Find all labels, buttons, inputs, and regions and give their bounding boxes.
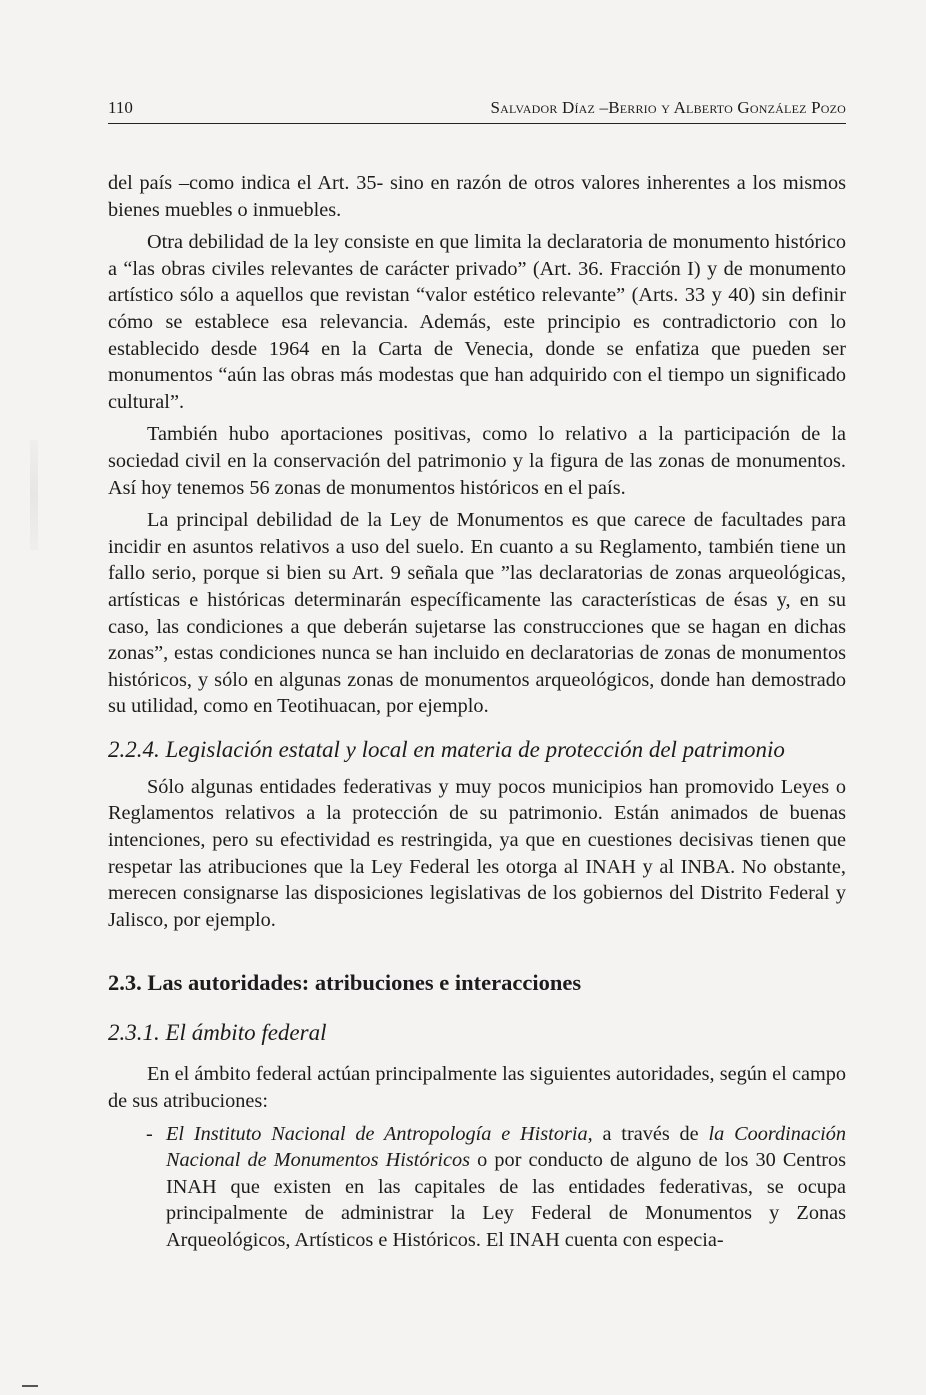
running-header (108, 98, 846, 118)
institution-name: El Instituto Nacional de Antropología e Historia (166, 1122, 588, 1145)
list-item (108, 1121, 846, 1254)
list-text: o por conducto de alguno de los 30 Centros INAH que existen en las capitales de las entidades federativas, se ocupa principalmente de administrar la Ley Federal de Monumentos y Zonas Arqueológicos, Artísticos e Históricos. El INAH cuenta con especia- (166, 1149, 846, 1251)
authority-list (108, 1121, 846, 1254)
scan-mark (22, 1385, 38, 1387)
page-number: 110 (108, 98, 133, 117)
page-shadow-mark (30, 440, 38, 550)
paragraph: La principal debilidad de la Ley de Monumentos es que carece de facultades para incidir en asuntos relativos a uso del suelo. En cuanto a su Reglamento, también tiene un fallo serio, porque si bien su Art. 9 señala que ”las declaratorias de zonas arqueológicas, artísticas e históricas determinarán específicamente las características de ésas y, en su caso, las condiciones a que deberán sujetarse las construcciones que se hagan en dichas zonas”, estas condiciones nunca se han incluido en declaratorias de zonas de monumentos históricos, y sólo en algunas zonas de monumentos arqueológicos, donde han demostrado su utilidad, como en Teotihuacan, por ejemplo. (108, 509, 846, 718)
list-text: , a través de (587, 1122, 709, 1145)
paragraph-continued: del país –como indica el Art. 35- sino en razón de otros valores inherentes a los mismos bienes muebles o inmuebles. (108, 172, 846, 221)
paragraph: Otra debilidad de la ley consiste en que limita la declaratoria de monumento histórico a “las obras civiles relevantes de carácter privado” (Art. 36. Fracción I) y de monumento artístico sólo a aquellos que revistan “valor estético relevante” (Arts. 33 y 40) sin definir cómo se establece esa relevancia. Además, este principio es contradictorio con lo establecido desde 1964 en la Carta de Venecia, donde se enfatiza que pueden ser monumentos “aún las obras más modestas que han adquirido con el tiempo un significado cultural”. (108, 231, 846, 413)
subsection-heading-2-2-4: 2.2.4. Legislación estatal y local en materia de protección del patrimonio (108, 736, 785, 762)
subsection-heading-2-3-1: 2.3.1. El ámbito federal (108, 1020, 327, 1046)
list-dash: - (146, 1122, 153, 1145)
paragraph: También hubo aportaciones positivas, como lo relativo a la participación de la sociedad civil en la conservación del patrimonio y la figura de las zonas de monumentos. Así hoy tenemos 56 zonas de monumentos históricos en el país. (108, 423, 846, 499)
paragraph: Sólo algunas entidades federativas y muy pocos municipios han promovido Leyes o Reglamentos relativos a la protección de su patrimonio. Están animados de buenas intenciones, pero su efectividad es restringida, ya que en cuestiones decisivas tienen que respetar las atribuciones que la Ley Federal les otorga al INAH y al INBA. No obstante, merecen consignarse las disposiciones legislativas de los gobiernos del Distrito Federal y Jalisco, por ejemplo. (108, 775, 846, 931)
paragraph: En el ámbito federal actúan principalmente las siguientes autoridades, según el campo de sus atribuciones: (108, 1063, 846, 1113)
coordination-name: la Coordinación Nacional de Monumentos Históricos (166, 1122, 846, 1172)
section-heading-2-3: 2.3. Las autoridades: atribuciones e interacciones (108, 970, 582, 996)
header-rule (108, 123, 846, 124)
page-body (108, 170, 846, 1254)
running-header-authors: Salvador Díaz –Berrio y Alberto González Pozo (490, 98, 846, 117)
